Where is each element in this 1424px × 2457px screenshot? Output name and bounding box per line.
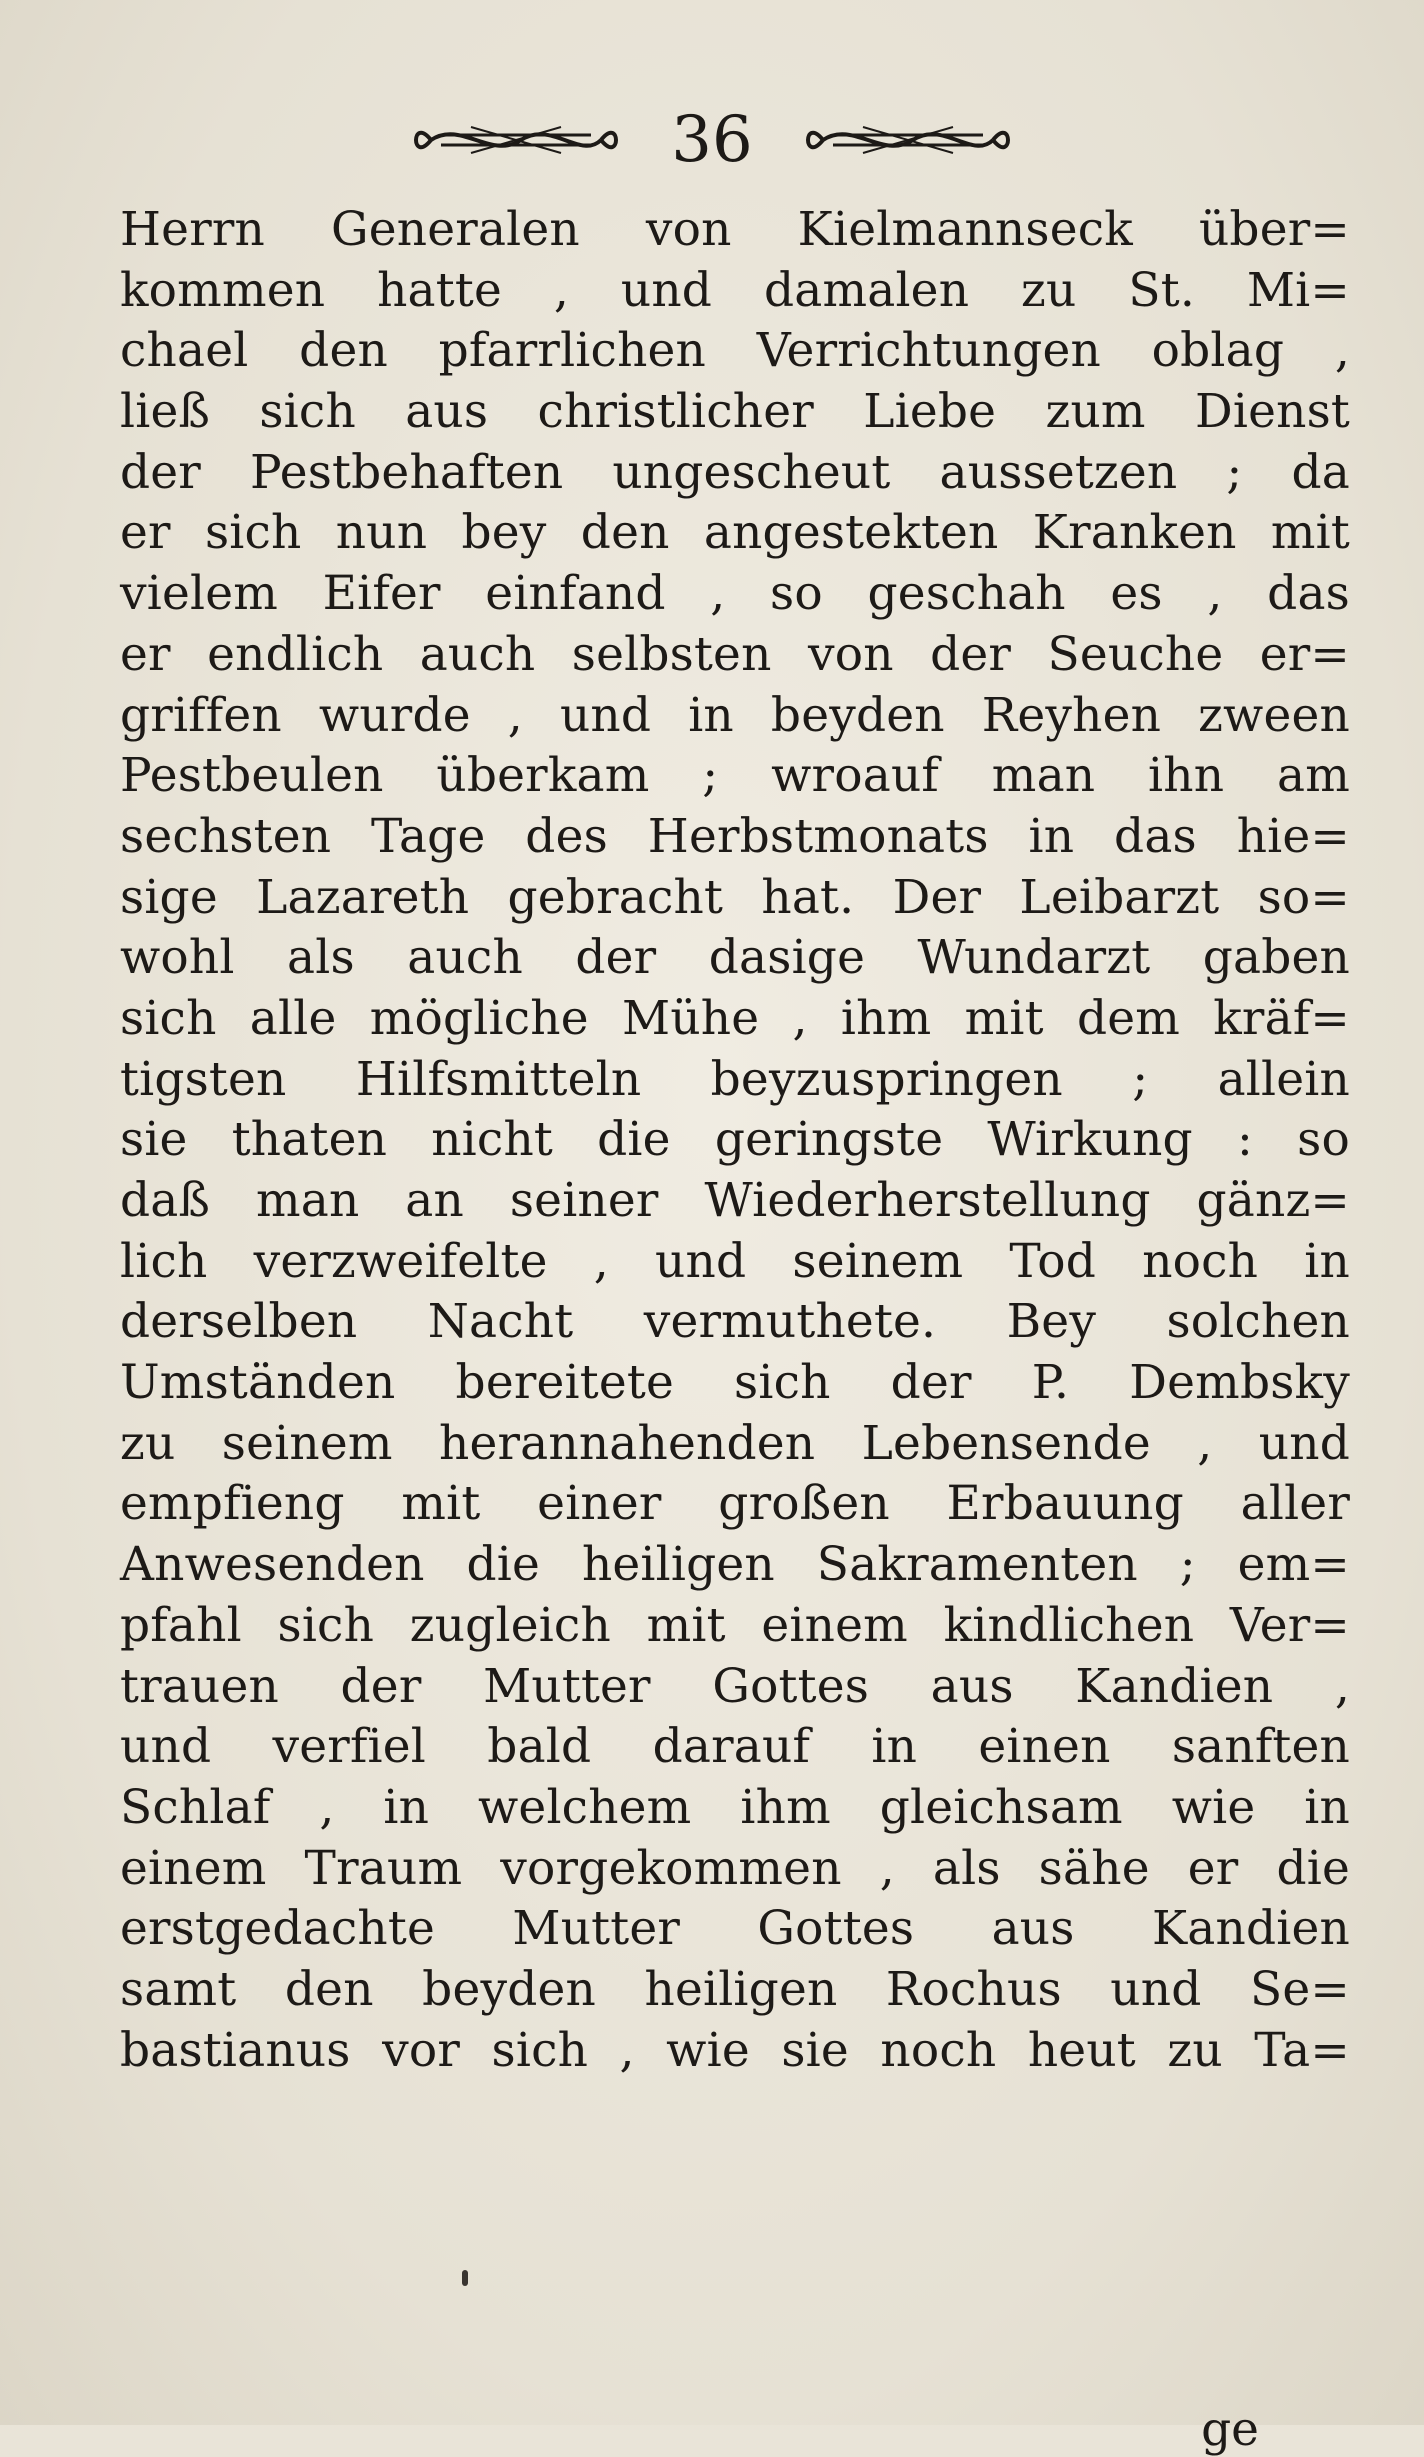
scroll-ornament-icon (793, 105, 1023, 175)
body-text (120, 200, 1350, 2081)
text-line-14: sich alle mögliche Mühe , ihm mit dem kräf= (120, 990, 1350, 1046)
text-line-22: empfieng mit einer großen Erbauung aller (120, 1476, 1350, 1532)
text-line-21: zu seinem herannahenden Lebensende , und (120, 1415, 1350, 1471)
text-line-16: sie thaten nicht die geringste Wirkung : so (120, 1112, 1350, 1168)
text-line-27: Schlaf , in welchem ihm gleichsam wie in (120, 1779, 1350, 1835)
text-line-11: sechsten Tage des Herbstmonats in das hie= (120, 808, 1350, 864)
printer-mark (462, 2270, 468, 2286)
text-line-25: trauen der Mutter Gottes aus Kandien , (120, 1658, 1350, 1714)
text-line-8: er endlich auch selbsten von der Seuche er= (120, 626, 1350, 682)
text-line-30: samt den beyden heiligen Rochus und Se= (120, 1961, 1350, 2017)
text-line-13: wohl als auch der dasige Wundarzt gaben (120, 930, 1350, 986)
text-line-18: lich verzweifelte , und seinem Tod noch in (120, 1233, 1350, 1289)
text-line-2: kommen hatte , und damalen zu St. Mi= (120, 262, 1350, 318)
text-line-5: der Pestbehaften ungescheut aussetzen ; da (120, 444, 1350, 500)
text-line-17: daß man an seiner Wiederherstellung gänz= (120, 1173, 1350, 1228)
text-line-24: pfahl sich zugleich mit einem kindlichen Ver= (120, 1597, 1350, 1653)
text-line-9: griffen wurde , und in beyden Reyhen zween (120, 687, 1350, 743)
page-number: 36 (671, 103, 753, 177)
text-line-6: er sich nun bey den angestekten Kranken mit (120, 505, 1350, 561)
text-line-12: sige Lazareth gebracht hat. Der Leibarzt so= (120, 869, 1350, 925)
page-header (0, 95, 1424, 185)
text-line-19: derselben Nacht vermuthete. Bey solchen (120, 1294, 1350, 1350)
text-line-29: erstgedachte Mutter Gottes aus Kandien (120, 1901, 1350, 1957)
text-line-4: ließ sich aus christlicher Liebe zum Dienst (120, 384, 1350, 440)
text-line-7: vielem Eifer einfand , so geschah es , das (120, 566, 1350, 622)
text-line-26: und verfiel bald darauf in einen sanften (120, 1719, 1350, 1775)
text-line-15: tigsten Hilfsmitteln beyzuspringen ; allein (120, 1051, 1350, 1107)
text-line-20: Umständen bereitete sich der P. Dembsky (120, 1355, 1350, 1411)
text-line-31: bastianus vor sich , wie sie noch heut zu Ta= (120, 2022, 1350, 2078)
text-line-28: einem Traum vorgekommen , als sähe er die (120, 1840, 1350, 1896)
text-line-23: Anwesenden die heiligen Sakramenten ; em= (120, 1537, 1350, 1593)
scroll-ornament-icon (401, 105, 631, 175)
text-line-10: Pestbeulen überkam ; wroauf man ihn am (120, 748, 1350, 804)
text-line-3: chael den pfarrlichen Verrichtungen oblag , (120, 323, 1350, 379)
catchword: ge (1201, 2402, 1259, 2457)
text-line-1: Herrn Generalen von Kielmannseck über= (120, 202, 1350, 257)
